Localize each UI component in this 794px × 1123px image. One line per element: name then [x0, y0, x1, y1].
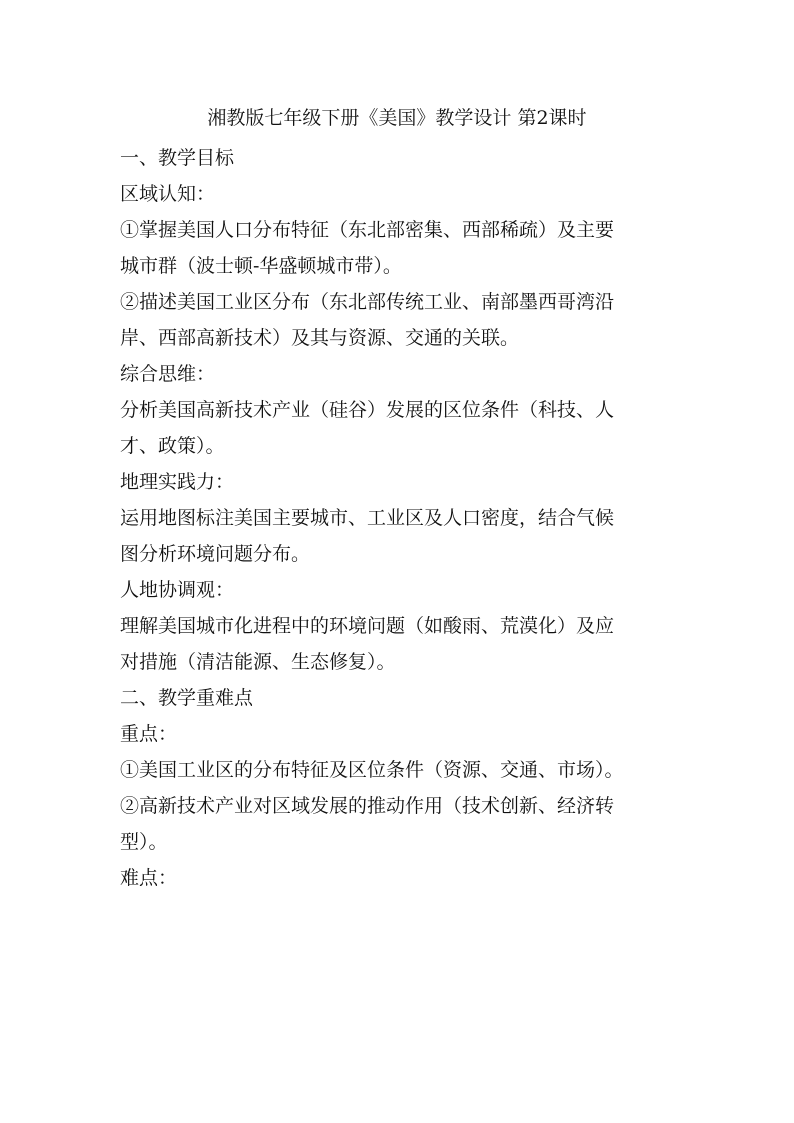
document-title: 湘教版七年级下册《美国》教学设计 第2课时: [207, 107, 587, 129]
section-heading-key-difficult-points: 二、教学重难点: [120, 687, 254, 709]
subheading-difficult-points: 难点：: [120, 867, 178, 889]
body-line: 运用地图标注美国主要城市、工业区及人口密度，结合气候: [120, 507, 615, 529]
body-line: 对措施（清洁能源、生态修复）。: [120, 651, 396, 673]
body-line: ②高新技术产业对区域发展的推动作用（技术创新、经济转: [120, 795, 615, 817]
body-line: ①美国工业区的分布特征及区位条件（资源、交通、市场）。: [120, 759, 624, 781]
section-heading-objectives: 一、教学目标: [120, 147, 235, 169]
body-line: 分析美国高新技术产业（硅谷）发展的区位条件（科技、人: [120, 399, 615, 421]
subheading-key-points: 重点：: [120, 723, 178, 745]
body-line: 图分析环境问题分布。: [120, 543, 311, 565]
subheading-regional-cognition: 区域认知：: [120, 183, 216, 205]
body-line: 岸、西部高新技术）及其与资源、交通的关联。: [120, 327, 520, 349]
document-body: [120, 144, 720, 900]
subheading-human-land-coordination: 人地协调观：: [120, 579, 235, 601]
body-line: 城市群（波士顿-华盛顿城市带）。: [120, 255, 402, 277]
subheading-integrated-thinking: 综合思维：: [120, 363, 216, 385]
body-line: ①掌握美国人口分布特征（东北部密集、西部稀疏）及主要: [120, 219, 615, 241]
subheading-geographic-practice: 地理实践力：: [120, 471, 235, 493]
body-line: 理解美国城市化进程中的环境问题（如酸雨、荒漠化）及应: [120, 615, 615, 637]
body-line: 才、政策）。: [120, 435, 225, 457]
body-line: ②描述美国工业区分布（东北部传统工业、南部墨西哥湾沿: [120, 291, 615, 313]
body-line: 型）。: [120, 831, 168, 853]
